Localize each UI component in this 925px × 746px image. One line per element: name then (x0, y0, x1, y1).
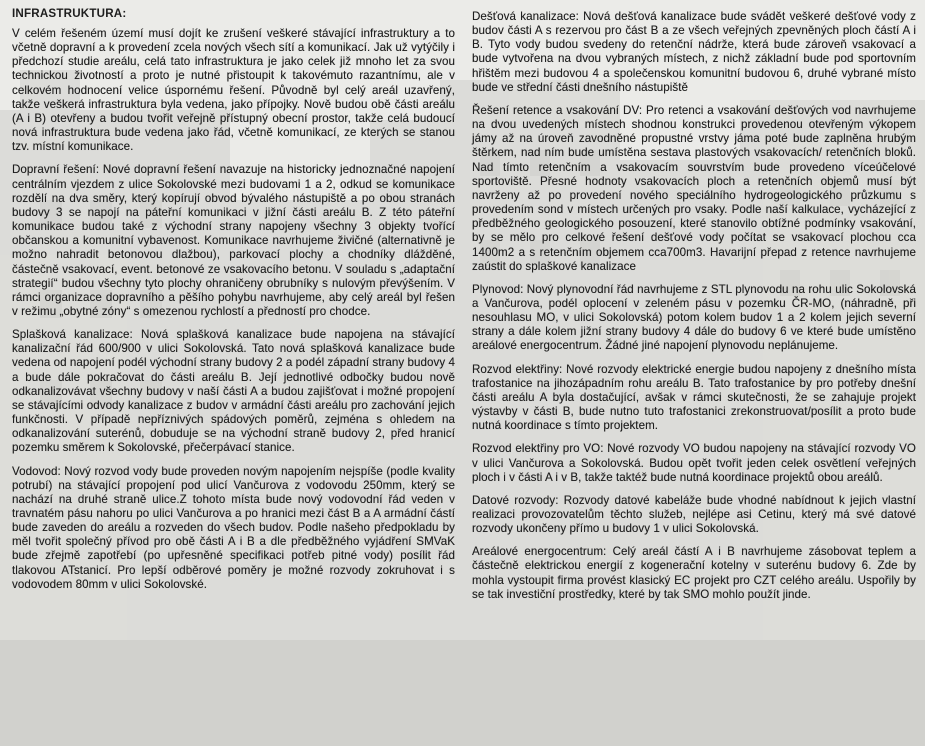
paragraph-destova-kanalizace: Dešťová kanalizace: Nová dešťová kanalizace bude svádět veškeré dešťové vody z budov části A s rezervou pro část B a ze všech veřejných zpevněných ploch částí A i B. Tyto vody budou svedeny do retenční nádrže, která bude zároveň vsakovací a bude vytvořena na dvou vybraných místech, z nichž základní bude pod sportovním hřištěm mezi budovou 4 a společenskou komunitní budovou 6, druhé vybrané místo bude ve střední části dnešního nástupiště (472, 10, 916, 94)
left-column (12, 0, 455, 601)
paragraph-datove-rozvody: Datové rozvody: Rozvody datové kabeláže bude vhodné nabídnout k jejich vlastní realizaci provozovatelům těchto služeb, nejlépe asi Cetinu, který má své datové rozvody ukončeny přímo u budovy 1 v ulici Sokolovská. (472, 493, 916, 536)
paragraph-dopravni-reseni: Dopravní řešení: Nové dopravní řešení navazuje na historicky jednoznačné napojení centrálním vjezdem z ulice Sokolovské mezi budovami 1 a 2, odkud se komunikace rozdělí na dva směry, který kopírují obvod bývalého nástupiště a po obou stranách budovy 3 se napojí na páteřní komunikaci v jižní části areálu B. Z této páteřní komunikace budou také z východní strany napojeny všechny 3 objekty tvořící občanskou a komunitní vybavenost. Komunikace navrhujeme živičné (alternativně je možno nahradit betonovou dlažbou), parkovací plochy a chodníky dlážděné, částečně vsakovací, event. betonové ze vsakovacího betonu. V souladu s „adaptační strategií“ budou všechny tyto plochy ohraničeny obrubníky s nulovým převýšením. V rámci organizace dopravního a pěšího pohybu navrhujeme, aby celý areál byl řešen v režimu „obytné zóny“ s omezenou rychlostí a předností pro chodce. (12, 163, 455, 318)
section-heading: INFRASTRUKTURA: (12, 7, 127, 20)
paragraph-retence-vsakovani: Řešení retence a vsakování DV: Pro retenci a vsakování dešťových vod navrhujeme na dvou uvedených místech shodnou konstrukci provedenou otevřeným výkopem jámy až na úroveň zavodněné propustné vrstvy jáma poté bude zaplněna hrubým štěrkem, nad ním bude umístěna sestava plastových vsakovacích/ retenčních bloků. Nad tímto retenčním a vsakovacím souvrstvím bude provedeno víceúčelové sportoviště. Přesné hodnoty vsakovacích ploch a retenčních objemů musí být navrženy až po provedení nového speciálního hydrogeologického průzkumu s provedením sond v místech určených pro vsaky. Podle naší kalkulace, vycházející z předběžného geologického posouzení, které stanovilo obtížné podmínky vsakování, by se mělo pro celkové řešení dešťové vody počítat se vsakovací plochou cca 1400m2 a s retenčním objemem cca700m3. Havarijní přepad z retence navrhujeme zaústit do splaškové kanalizace (472, 103, 916, 273)
paragraph-vodovod: Vodovod: Nový rozvod vody bude proveden novým napojením nejspíše (podle kvality potrubí) na stávající propojení pod ulicí Vančurova z vodovodu 250mm, který se nachází na druhé straně ulice.Z tohoto místa bude nový vodovodní řád veden v travnatém pásu nahoru po ulici Vančurova a po hranici mezi část B a A armádní částí bude zaveden do areálu a rozveden do všech budov. Podle našeho předpokladu by měl tvořit společný přívod pro obě části A i B a dle předběžného vyjádření SMVaK bude zřejmě zapotřebí (po upřesněné specifikaci potřeb pitné vody) posílit řád tlakovou ATstanicí. Pro lepší odběrové poměry je možné rozvody zokruhovat i s vodovodem 80mm v ulici Sokolovské. (12, 464, 455, 591)
paragraph-arealove-energocentrum: Areálové energocentrum: Celý areál částí A i B navrhujeme zásobovat teplem a částečně elektrickou energií z kogenerační kotelny v suterénu budovy 6. Zde by mohla vystoupit firma provést klasický EC projekt pro CZT celého areálu. Uspořily by se tak investiční prostředky, které by tak SMO mohlo použít jinde. (472, 545, 916, 601)
right-column (472, 0, 916, 611)
paragraph-rozvod-elektriny: Rozvod elektřiny: Nové rozvody elektrické energie budou napojeny z dnešního místa trafostanice na jihozápadním rohu areálu B. Tato trafostanice by pro potřeby dnešní části areálu A byla dostačující, avšak v rámci skutečnosti, že se zahajuje projekt výstavby v části B, bude nutno tuto trafostanici zrekonstruovat/posílit a proto bude nutná koordinace s tímto projektem. (472, 362, 916, 433)
paragraph-rozvod-elektriny-vo: Rozvod elektřiny pro VO: Nové rozvody VO budou napojeny na stávající rozvody VO v ulici Vančurova a Sokolovská. Budou opět tvořit jeden celek osvětlení veřejných ploch i v části A i v B, takže taktéž bude nutná koordinace projektů obou areálů. (472, 442, 916, 484)
paragraph-intro: V celém řešeném území musí dojít ke zrušení veškeré stávající infrastruktury a to včetně dopravní a k provedení zcela nových všech sítí a komunikací. Jak už vytýčily i předchozí studie areálu, celá tato infrastruktura je jako celek již mnoho let za svou technickou životností a proto je nutné přistoupit k takovémuto razantnímu, ale v celkovém hodnocení velice úspornému řešení. Původně byl celý areál uzavřený, takže veškerá infrastruktura byla vedena, jako přípojky. Nově budou obě části areálu (A i B) otevřeny a budou tvořit veřejně přístupný obecní prostor, takže celá budoucí nová infrastruktura bude vedena jako řád, včetně komunikací, ze kterých se stanou tzv. místní komunikace. (12, 27, 455, 154)
paragraph-plynovod: Plynovod: Nový plynovodní řád navrhujeme z STL plynovodu na rohu ulic Sokolovská a Vančurova, podél oplocení v zeleném pásu v pozemku ČR-MO, (náhradně, při nesouhlasu MO, v ulici Sokolovská) potom kolem budov 1 a 2 kolem jejich severní strany a dále kolem jižní strany budovy 4 dále do budovy 6 ve které bude umístěno areálové energocentrum. Žádné jiné napojení plynovodu neplánujeme. (472, 282, 916, 353)
paragraph-splaskova-kanalizace: Splašková kanalizace: Nová splašková kanalizace bude napojena na stávající kanalizační řád 600/900 v ulici Sokolovská. Tato nová splašková kanalizace bude vedena od napojení podél východní strany budovy 2 a podél západní strany budovy 4 a bude dále pokračovat do části areálu B. Její jednotlivé odbočky budou nově odkanalizovávat všechny budovy v naší části A a budou zajišťovat i možné propojení se stávajícími odvody kanalizace z budov v armádní části areálu pro zachování jejich funkčnosti. V případě nepříznivých spádových poměrů, zejména s ohledem na odkanalizování suterénů, dobuduje se na východní straně budovy 2, před hranicí pozemku směrem k Sokolovské, přečerpávací stanice. (12, 328, 455, 455)
